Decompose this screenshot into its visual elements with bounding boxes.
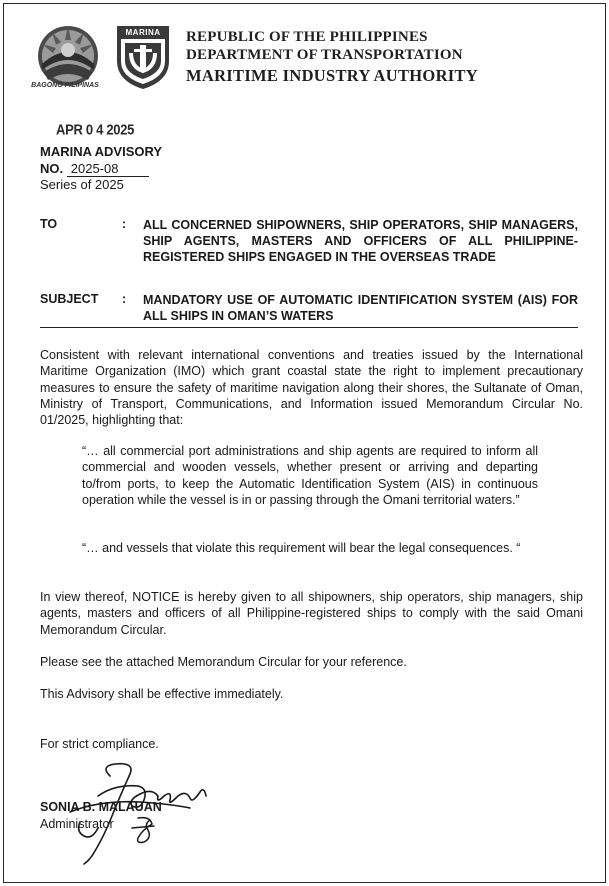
bagong-pilipinas-logo-text: BAGONG PILIPINAS [31, 82, 99, 89]
subject-divider [40, 327, 578, 328]
advisory-number-line [40, 161, 149, 177]
to-label: TO [40, 217, 58, 231]
body-paragraph-5: For strict compliance. [40, 737, 159, 751]
advisory-number: 2025-08 [67, 161, 149, 177]
body-paragraph-2: In view thereof, NOTICE is hereby given to all shipowners, ship operators, ship managers, ship agents, masters and officers of all Philippine-registered ships to comply with the said Omani Memorandum Circular. [40, 590, 583, 637]
subject-colon: : [122, 292, 127, 306]
date-stamp: APR 0 4 2025 [56, 121, 135, 138]
body-paragraph-3: Please see the attached Memorandum Circular for your reference. [40, 655, 407, 669]
signatory-name: SONIA B. MALAUAN [40, 800, 162, 814]
body-quote-2: “… and vessels that violate this requirement will bear the legal consequences. “ [82, 541, 521, 555]
to-colon: : [122, 217, 127, 231]
handwritten-signature [40, 756, 240, 866]
signatory-role: Administrator [40, 817, 114, 831]
marina-logo-text: MARINA [125, 28, 161, 37]
body-paragraph-4: This Advisory shall be effective immediately. [40, 687, 284, 701]
advisory-number-label: NO. [40, 161, 64, 176]
handwritten-initial [128, 812, 162, 846]
body-paragraph-1: Consistent with relevant international conventions and treaties issued by the International Maritime Organization (IMO) which grant coastal state the right to implement precautionary measures to ensure the safety of maritime navigation along their shores, the Sultanate of Oman, Ministry of Transport, Communications, and Information issued Memorandum Circular No. 01/2025, highlighting that: [40, 348, 583, 428]
header-republic: REPUBLIC OF THE PHILIPPINES [186, 29, 428, 45]
subject-label: SUBJECT [40, 292, 99, 306]
advisory-series: Series of 2025 [40, 177, 124, 192]
to-recipients: ALL CONCERNED SHIPOWNERS, SHIP OPERATORS, SHIP MANAGERS, SHIP AGENTS, MASTERS AND OFFICERS OF ALL PHILIPPINE-REGISTERED SHIPS ENGAGED IN THE OVERSEAS TRADE [143, 218, 578, 264]
subject-text: MANDATORY USE OF AUTOMATIC IDENTIFICATION SYSTEM (AIS) FOR ALL SHIPS IN OMAN’S WATERS [143, 293, 578, 323]
header-authority: MARITIME INDUSTRY AUTHORITY [186, 66, 479, 85]
header-department: DEPARTMENT OF TRANSPORTATION [186, 47, 463, 63]
body-quote-1: “… all commercial port administrations and ship agents are required to inform all commercial and wooden vessels, whether present or arriving and departing to/from ports, to keep the Automatic Identification System (AIS) in continuous operation while the vessel is in or passing through the Omani territorial waters.” [82, 444, 538, 507]
advisory-title: MARINA ADVISORY [40, 144, 163, 159]
